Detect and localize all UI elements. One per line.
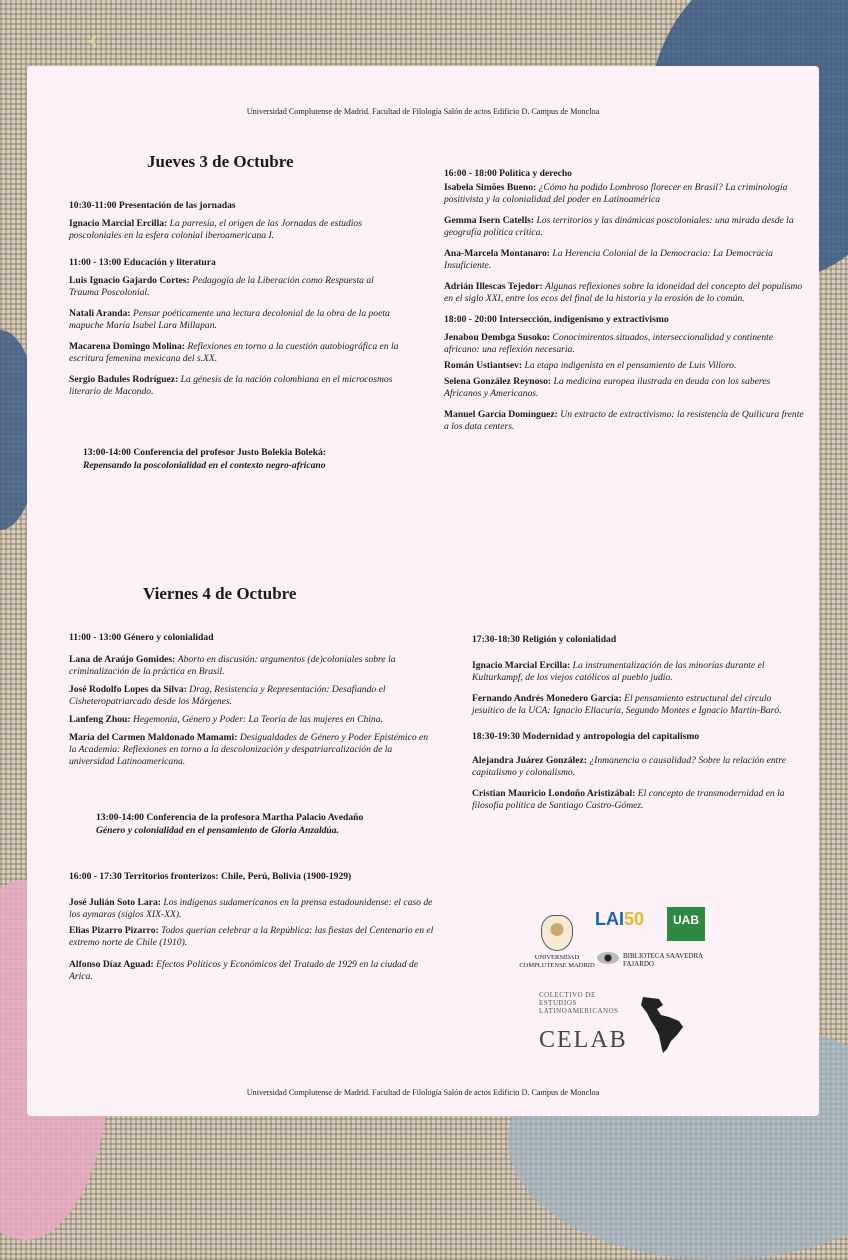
talk-title: Pensar poéticamente una lectura decolonial de la obra de la poeta mapuche María Isabel Lara Millapan. <box>69 308 390 331</box>
talk-entry <box>69 897 439 921</box>
program-card <box>27 66 819 1116</box>
talk-title: Algunas reflexiones sobre la idoneidad del concepto del populismo en el siglo XXI, entre los ecos del final de la historia y la erosión de lo común. <box>444 281 803 304</box>
session-time: 11:00 - 13:00 Educación y literatura <box>69 257 216 268</box>
talk-title: El pensamiento estructural del círculo jesuítico de la UCA: Ignacio Ellacuría, Segundo Montes e Ignacio Martín-Baró. <box>472 693 782 716</box>
talk-entry <box>444 281 804 305</box>
talk-entry <box>69 374 399 398</box>
talk-title: Los territorios y las dinámicas poscoloniales: una mirada desde la geografía política crítica. <box>444 215 794 238</box>
talk-entry <box>472 755 802 779</box>
speaker-name: Manuel García Domínguez: <box>444 409 558 420</box>
talk-entry <box>69 684 429 708</box>
session-time: 16:00 - 17:30 Territorios fronterizos: Chile, Perú, Bolivia (1900-1929) <box>69 871 352 882</box>
saavedra-fajardo-logo: BIBLIOTECA SAAVEDRA FAJARDO <box>595 949 725 973</box>
speaker-name: Fernando Andrés Monedero García: <box>472 693 622 704</box>
venue-footer: Universidad Complutense de Madrid. Facultad de Filología Salón de actos Edificio D. Campus de Moncloa <box>246 1088 600 1097</box>
speaker-name: María del Carmen Maldonado Mamami: <box>69 732 238 743</box>
speaker-name: Cristian Mauricio Londoño Aristizábal: <box>472 788 636 799</box>
speaker-name: Sergio Badules Rodríguez: <box>69 374 179 385</box>
talk-entry <box>444 360 804 372</box>
speaker-name: Selena González Reynoso: <box>444 376 552 387</box>
talk-title: La instrumentalización de las minorías durante el Kulturkampf, de los viejos católicos al pueblo judío. <box>472 660 765 683</box>
talk-title: El concepto de transmodernidad en la filosofía política de Santiago Castro-Gómez. <box>472 788 785 811</box>
speaker-name: Lanfeng Zhou: <box>69 714 131 725</box>
speaker-name: Román Ustiantsev: <box>444 360 523 371</box>
eye-icon <box>597 952 619 964</box>
conference-heading: 13:00-14:00 Conferencia del profesor Justo Bolekia Boleká: <box>83 447 327 458</box>
session-time: 11:00 - 13:00 Género y colonialidad <box>69 632 214 643</box>
speaker-name: Lana de Araújo Gomides: <box>69 654 176 665</box>
speaker-name: Alfonso Díaz Aguad: <box>69 959 154 970</box>
latin-america-map-icon <box>639 995 687 1055</box>
talk-title: La parresía, el origen de las Jornadas de estudios poscoloniales en la esfera colonial iberoamericana I. <box>69 218 362 241</box>
talk-entry <box>69 308 399 332</box>
speaker-name: Ana-Marcela Montanaro: <box>444 248 550 259</box>
talk-entry <box>472 660 802 684</box>
speaker-name: José Rodolfo Lopes da Silva: <box>69 684 187 695</box>
talk-title: Todos querían celebrar a la República: las fiestas del Centenario en el extremo norte de Chile (1910). <box>69 925 434 948</box>
speaker-name: Natali Aranda: <box>69 308 131 319</box>
talk-title: La medicina europea ilustrada en deuda con los saberes Africanos y Americanos. <box>444 376 771 399</box>
talk-entry <box>69 959 439 983</box>
speaker-name: Ignacio Marcial Ercilla: <box>472 660 571 671</box>
conference-friday <box>96 811 426 837</box>
talk-title: Pedagogía de la Liberación como Respuesta al Trauma Poscolonial. <box>69 275 374 298</box>
talk-entry <box>444 182 804 206</box>
talk-entry <box>69 714 429 726</box>
session-time: 17:30-18:30 Religión y colonialidad <box>472 634 617 645</box>
conference-title: Repensando la poscolonialidad en el contexto negro-africano <box>83 460 326 471</box>
talk-title: Drag, Resistencia y Representación: Desafiando el Cisheteropatriarcado desde los Márgenes. <box>69 684 386 707</box>
talk-entry <box>69 925 439 949</box>
thursday-right-column <box>444 168 804 442</box>
speaker-name: Elias Pizarro Pizarro: <box>69 925 159 936</box>
talk-title: La Herencia Colonial de la Democracia: La Democracia Insuficiente. <box>444 248 773 271</box>
conference-title: Género y colonialidad en el pensamiento de Gloria Anzaldúa. <box>96 825 339 836</box>
talk-entry <box>444 215 804 239</box>
ucm-logo: UNIVERSIDAD COMPLUTENSE MADRID <box>517 915 597 970</box>
talk-title: La etapa indigenista en el pensamiento de Luis Villoro. <box>524 360 737 371</box>
talk-title: La génesis de la nación colombiana en el microcosmos literario de Macondo. <box>69 374 393 397</box>
venue-header: Universidad Complutense de Madrid. Facultad de Filología Salón de actos Edificio D. Campus de Moncloa <box>246 107 600 116</box>
back-arrow-icon[interactable]: ‹ <box>88 26 99 56</box>
talk-title: Efectos Políticos y Económicos del Tratado de 1929 en la ciudad de Arica. <box>69 959 419 982</box>
speaker-name: Macarena Domingo Molina: <box>69 341 186 352</box>
session-time: 16:00 - 18:00 Política y derecho <box>444 168 572 179</box>
talk-entry <box>69 341 399 365</box>
talk-entry <box>69 732 429 768</box>
speaker-name: Adrián Illescas Tejedor: <box>444 281 543 292</box>
conference-heading: 13:00-14:00 Conferencia de la profesora Martha Palacio Avedaño <box>96 812 364 823</box>
thursday-left-column <box>69 200 399 407</box>
talk-title: ¿Cómo ha podido Lombroso florecer en Brasil? La criminología positivista y la colonialidad del poder en Latinoamérica <box>444 182 788 205</box>
sponsor-logos <box>517 909 757 1059</box>
talk-title: Desigualdades de Género y Poder Epistémico en la Academia: Reflexiones en torno a la descolonización y despatriarcalización de la universidad Latinoamericana. <box>69 732 429 767</box>
speaker-name: Gemma Isern Catells: <box>444 215 535 226</box>
day-title-thursday: Jueves 3 de Octubre <box>147 152 294 171</box>
talk-entry <box>472 788 802 812</box>
celab-logo: COLECTIVO DE ESTUDIOS LATINOAMERICANOS CELAB <box>539 991 689 1061</box>
session-time: 18:30-19:30 Modernidad y antropología del capitalismo <box>472 731 700 742</box>
speaker-name: Jenabou Dembga Susoko: <box>444 332 551 343</box>
talk-entry <box>444 332 804 356</box>
friday-right-column <box>472 634 802 821</box>
ucm-seal-icon <box>541 915 573 951</box>
talk-entry <box>444 409 804 433</box>
talk-title: Conocimirentos situados, interseccionalidad y continente africano: una reflexión necesaria. <box>444 332 774 355</box>
speaker-name: José Julián Soto Lara: <box>69 897 161 908</box>
talk-title: ¿Inmanencia o causalidad? Sobre la relación entre capitalismo y colonalismo. <box>472 755 786 778</box>
uab-logo: UAB <box>667 907 705 941</box>
talk-entry <box>444 248 804 272</box>
talk-title: Un extracto de extractivismo: la resistencia de Quilicura frente a los data centers. <box>444 409 804 432</box>
lai-logo: LAI50 <box>595 909 645 929</box>
speaker-name: Luis Ignacio Gajardo Cortes: <box>69 275 190 286</box>
day-title-friday: Viernes 4 de Octubre <box>143 584 297 603</box>
talk-title: Hegemonía, Género y Poder: La Teoría de las mujeres en China. <box>132 714 383 725</box>
speaker-name: Isabela Simões Bueno: <box>444 182 537 193</box>
speaker-name: Ignacio Marcial Ercilla: <box>69 218 168 229</box>
friday-left-column-afternoon <box>69 871 439 992</box>
talk-entry <box>472 693 802 717</box>
talk-entry <box>444 376 804 400</box>
talk-entry <box>69 275 399 299</box>
friday-left-column <box>69 632 429 777</box>
talk-entry <box>69 654 429 678</box>
session-time: 18:00 - 20:00 Intersección, indigenismo y extractivismo <box>444 314 669 325</box>
talk-title: Reflexiones en torno a la cuestión autobiográfica en la escritura femenina mexicana del s.XX. <box>69 341 399 364</box>
session-time: 10:30-11:00 Presentación de las jornadas <box>69 200 236 211</box>
conference-thursday <box>83 446 403 472</box>
talk-title: Aborto en discusión: argumentos (de)coloniales sobre la criminalización de la práctica en Brasil. <box>69 654 396 677</box>
talk-title: Los indígenas sudamericanos en la prensa estadounidense: el caso de los aymaras (siglos XIX-XX). <box>69 897 433 920</box>
talk-entry <box>69 218 399 242</box>
speaker-name: Alejandra Juárez González: <box>472 755 587 766</box>
